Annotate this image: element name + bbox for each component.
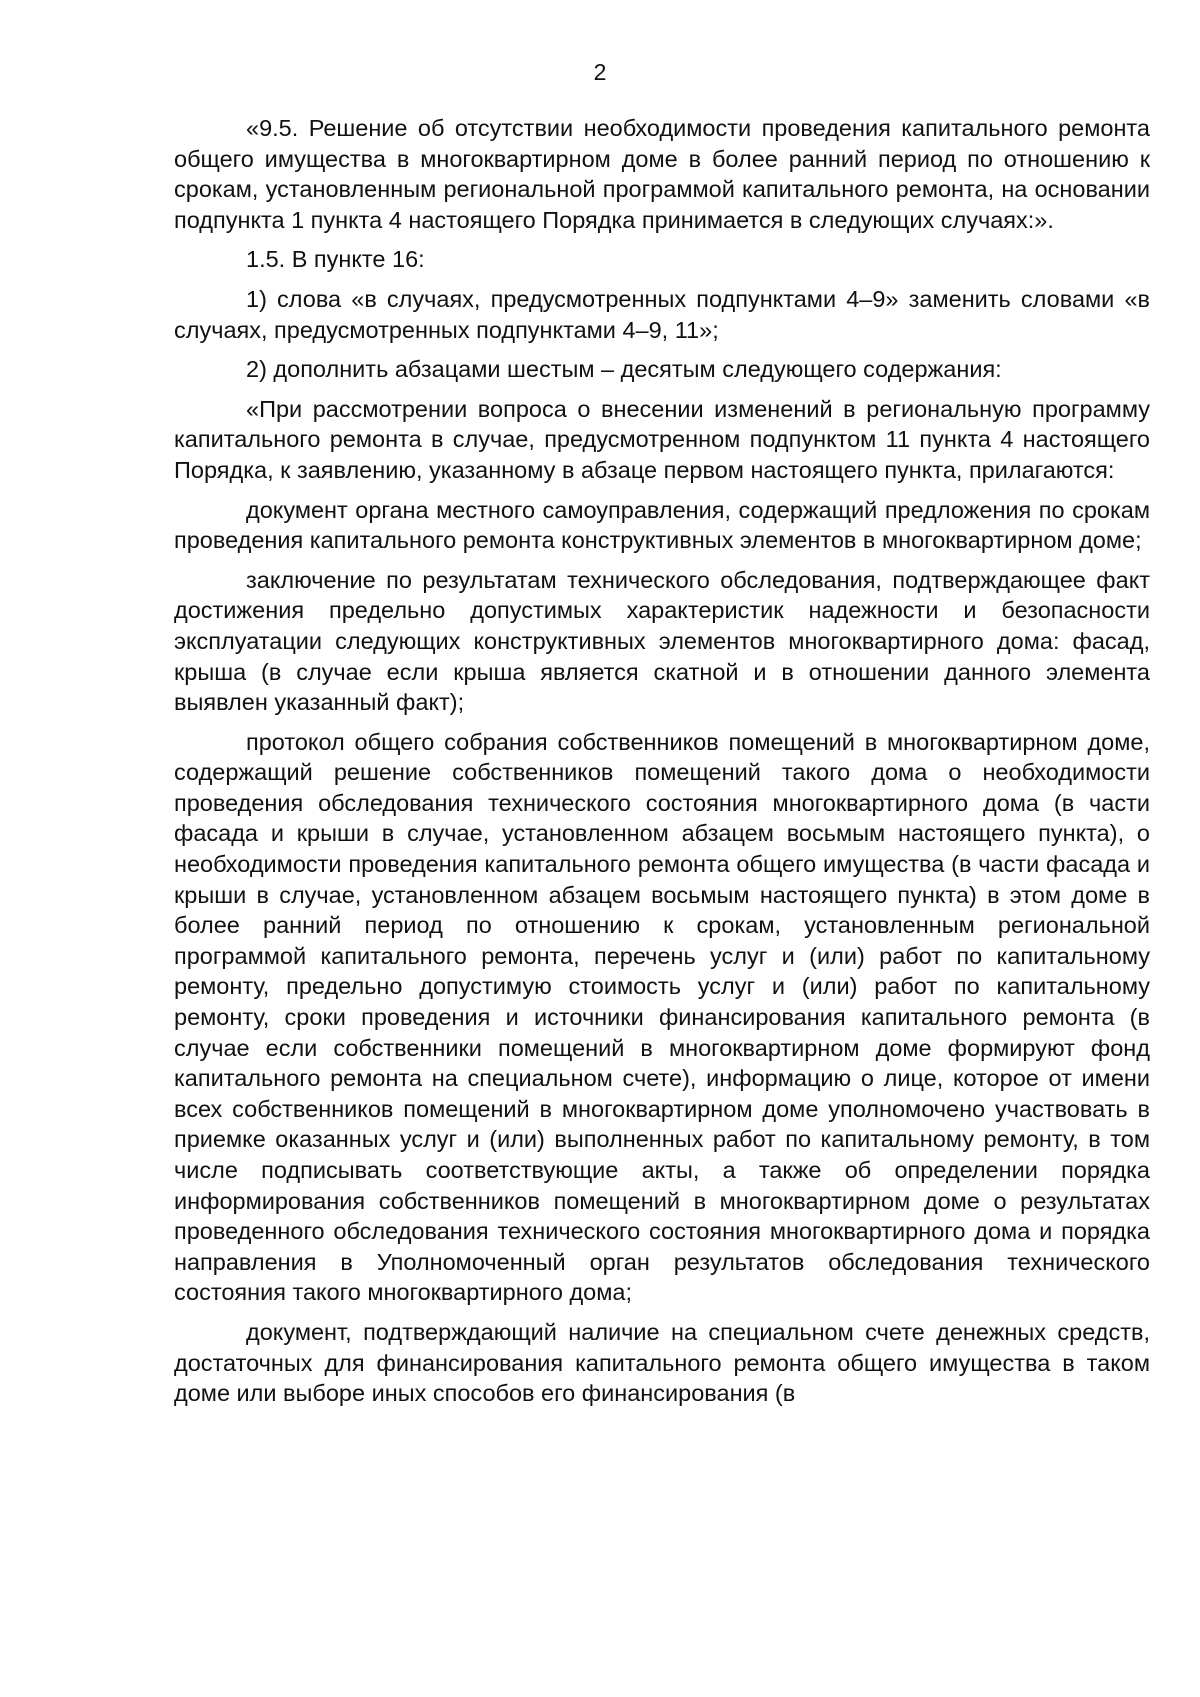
page-number: 2	[593, 59, 607, 85]
paragraph-attachments-intro: «При рассмотрении вопроса о внесении изменений в региональную программу капитального ремонта в случае, предусмотренном подпунктом 11 пункта 4 настоящего Порядка, к заявлению, указанному в абзаце первом настоящего пункта, прилагаются:	[174, 395, 1150, 483]
paragraph-local-government-document: документ органа местного самоуправления, содержащий предложения по срокам проведения капитального ремонта конструктивных элементов в многоквартирном доме;	[174, 496, 1150, 554]
paragraph-technical-inspection-conclusion: заключение по результатам технического обследования, подтверждающее факт достижения предельно допустимых характеристик надежности и безопасности эксплуатации следующих конструктивных элементов многоквартирного дома: фасад, крыша (в случае если крыша является скатной и в отношении данного элемента выявлен указанный факт);	[174, 566, 1150, 716]
paragraph-owners-meeting-protocol: протокол общего собрания собственников помещений в многоквартирном доме, содержащий решение собственников помещений такого дома о необходимости проведения обследования технического состояния многоквартирного дома (в части фасада и крыши в случае, установленном абзацем восьмым настоящего пункта), о необходимости проведения капитального ремонта общего имущества (в части фасада и крыши в случае, установленном абзацем восьмым настоящего пункта) в этом доме в более ранний период по отношению к срокам, установленным региональной программой капитального ремонта, перечень услуг и (или) работ по капитальному ремонту, предельно допустимую стоимость услуг и (или) работ по капитальному ремонту, сроки проведения и источники финансирования капитального ремонта (в случае если собственники помещений в многоквартирном доме формируют фонд капитального ремонта на специальном счете), информацию о лице, которое от имени всех собственников помещений в многоквартирном доме уполномочено участвовать в приемке оказанных услуг и (или) выполненных работ по капитальному ремонту, в том числе подписывать соответствующие акты, а также об определении порядка информирования собственников помещений в многоквартирном доме о результатах проведенного обследования технического состояния многоквартирного дома и порядка направления в Уполномоченный орган результатов обследования технического состояния такого многоквартирного дома;	[174, 728, 1150, 1306]
paragraph-9-5-amendment: «9.5. Решение об отсутствии необходимости проведения капитального ремонта общего имущества в многоквартирном доме в более ранний период по отношению к срокам, установленным региональной программой капитального ремонта, на основании подпункта 1 пункта 4 настоящего Порядка принимается в следующих случаях:».	[174, 115, 1150, 233]
paragraph-1-5-heading: 1.5. В пункте 16:	[246, 246, 425, 273]
document-body	[174, 113, 1150, 1409]
paragraph-add-subparagraphs: 2) дополнить абзацами шестым – десятым следующего содержания:	[246, 356, 1002, 383]
paragraph-words-replacement: 1) слова «в случаях, предусмотренных подпунктами 4–9» заменить словами «в случаях, предусмотренных подпунктами 4–9, 11»;	[174, 285, 1150, 343]
paragraph-special-account-document: документ, подтверждающий наличие на специальном счете денежных средств, достаточных для финансирования капитального ремонта общего имущества в таком доме или выборе иных способов его финансирования (в	[174, 1318, 1150, 1407]
